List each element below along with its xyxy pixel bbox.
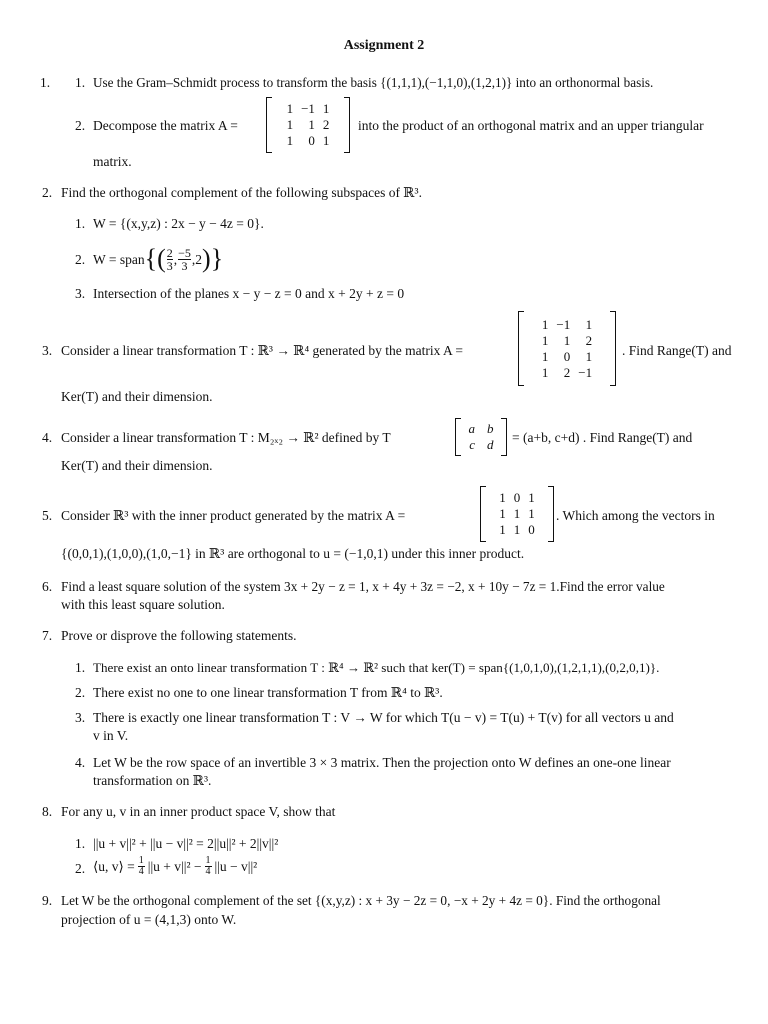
q1-matrix-row	[283, 101, 334, 117]
q4-matrix-table	[463, 421, 500, 453]
q4-matrix-cell: d	[487, 437, 494, 452]
q5-matrix-row	[495, 506, 539, 522]
q7-item-1-number: 1.	[75, 660, 86, 675]
q3-number: 3.	[42, 343, 53, 358]
q3-prefix: Consider a linear transformation T : ℝ³ → ℝ⁴ generated by the matrix A =	[61, 343, 463, 358]
open-paren: (	[157, 244, 166, 273]
q4-matrix-cell: b	[487, 421, 494, 436]
q7-text: Prove or disprove the following statements.	[61, 628, 297, 643]
q5-suffix: . Which among the vectors in	[556, 508, 715, 523]
q2a-number: 1.	[75, 216, 86, 231]
q5-matrix-table	[495, 490, 539, 538]
q3-matrix-cell: 0	[563, 348, 571, 364]
q3-matrix-cell: 1	[541, 364, 549, 380]
q3-matrix-cell: −1	[578, 364, 593, 380]
q5-matrix-row	[495, 490, 539, 506]
q2b-f1-denominator: 3	[166, 258, 173, 273]
q2c-number: 3.	[75, 286, 86, 301]
q7-number: 7.	[42, 628, 53, 643]
q2b-prefix: W = span	[93, 251, 145, 267]
q6-number: 6.	[42, 579, 53, 594]
open-brace: {	[144, 244, 158, 273]
q2c-text: Intersection of the planes x − y − z = 0 and x + 2y + z = 0	[93, 286, 405, 301]
q8b-fraction-1	[138, 856, 145, 877]
q3-suffix: . Find Range(T) and	[622, 343, 732, 358]
q4-continuation: Ker(T) and their dimension.	[61, 458, 213, 473]
q5-matrix-cell: 1	[513, 522, 521, 537]
q5-matrix	[480, 486, 554, 542]
q3-matrix	[518, 311, 616, 386]
q1b-suffix: into the product of an orthogonal matrix and an upper triangular	[358, 118, 704, 133]
q7-item-4-line-2: transformation on ℝ³.	[93, 773, 212, 788]
q4-matrix-cell: c	[469, 437, 475, 452]
q2b-f2-denominator: 3	[178, 259, 191, 272]
q1-matrix-cell: 1	[322, 133, 330, 148]
q7-item-4-line-1: Let W be the row space of an invertible 3 × 3 matrix. Then the projection onto W defines an one-one linear	[93, 755, 671, 770]
q3-matrix-cell: 2	[585, 332, 593, 348]
q8b-f2-numerator: 1	[205, 854, 211, 866]
q4-matrix-row	[463, 421, 500, 437]
q4-prefix: Consider a linear transformation T : M₂ₓ₂ → ℝ² defined by T	[61, 430, 391, 445]
q5-prefix: Consider ℝ³ with the inner product generated by the matrix A =	[61, 508, 406, 523]
q2b-f1-numerator: 2	[166, 245, 173, 260]
q2-number: 2.	[42, 185, 53, 200]
q2-text: Find the orthogonal complement of the following subspaces of ℝ³.	[61, 185, 422, 200]
q8b-f2-denominator: 4	[205, 865, 211, 877]
q1a-text: Use the Gram–Schmidt process to transform the basis {(1,1,1),(−1,1,0),(1,2,1)} into an orthonormal basis.	[93, 75, 654, 90]
q2b-fraction-2	[177, 247, 192, 272]
q5-matrix-cell: 1	[528, 506, 535, 521]
q3-matrix-cell: −1	[556, 316, 571, 332]
q7-item-1-text: There exist an onto linear transformation T : ℝ⁴ → ℝ² such that ker(T) = span{(1,0,1,0),(1,2,1,1),(0,2,0,1)}.	[93, 660, 660, 675]
q7-item-3-line-2: v in V.	[93, 728, 129, 743]
q4-suffix: = (a+b, c+d) . Find Range(T) and	[512, 430, 693, 445]
q8b-f1-denominator: 4	[138, 865, 144, 877]
q3-matrix-cell: 1	[541, 348, 549, 364]
q9-line-1: Let W be the orthogonal complement of the set {(x,y,z) : x + 3y − 2z = 0, −x + 2y + 4z = 0}. Find the orthogonal	[61, 893, 661, 908]
q5-number: 5.	[42, 508, 53, 523]
q3-matrix-cell: 1	[541, 332, 549, 348]
page-title: Assignment 2	[343, 38, 425, 53]
q2b-fraction-1	[166, 247, 174, 272]
q1-number: 1.	[40, 75, 51, 90]
q1b-prefix: Decompose the matrix A =	[93, 118, 238, 133]
q2b-number: 2.	[75, 252, 86, 267]
q1-matrix-cell: 0	[308, 133, 315, 148]
q5-matrix-cell: 0	[513, 490, 521, 505]
q3-matrix-row	[538, 333, 596, 349]
q1-matrix-cell: −1	[301, 101, 315, 116]
q5-matrix-cell: 0	[528, 522, 535, 537]
q2a-text: W = {(x,y,z) : 2x − y − 4z = 0}.	[93, 216, 264, 231]
q2b-expression: W = span { ( $\frac{2}{3}$ , $\frac{-5}{3}$ , 2 ) }	[93, 244, 224, 273]
q8-text: For any u, v in an inner product space V, show that	[61, 804, 336, 819]
q1-matrix-cell: 2	[322, 117, 330, 132]
q8a-number: 1.	[75, 836, 86, 851]
q4-matrix-row	[463, 437, 500, 453]
q7-item-2-text: There exist no one to one linear transformation T from ℝ⁴ to ℝ³.	[93, 685, 443, 700]
q1-matrix-table	[283, 101, 334, 149]
q1-matrix-row	[283, 133, 334, 149]
close-brace: }	[210, 244, 224, 273]
q3-continuation: Ker(T) and their dimension.	[61, 389, 213, 404]
q8b-middle: ||u + v||² −	[147, 858, 202, 874]
q3-matrix-cell: 1	[541, 316, 549, 332]
q3-matrix-cell: 1	[585, 348, 593, 364]
q1-matrix-cell: 1	[286, 117, 294, 132]
q2b-last-entry: 2	[195, 251, 203, 267]
q8b-prefix: ⟨u, v⟩ =	[93, 858, 135, 874]
close-paren: )	[202, 244, 211, 273]
q5-continuation: {(0,0,1),(1,0,0),(1,0,−1} in ℝ³ are orthogonal to u = (−1,0,1) under this inner product.	[61, 546, 525, 561]
q8b-f1-numerator: 1	[138, 854, 144, 866]
q4-matrix-cell: a	[468, 421, 475, 436]
q8b-end: ||u − v||²	[214, 858, 258, 874]
q8a-text: ||u + v||² + ||u − v||² = 2||u||² + 2||v||²	[93, 836, 279, 851]
q1b-number: 2.	[75, 118, 86, 133]
q9-line-2: projection of u = (4,1,3) onto W.	[61, 912, 237, 927]
q1b-continuation: matrix.	[93, 154, 132, 169]
q3-matrix-row	[538, 317, 596, 333]
q8-number: 8.	[42, 804, 53, 819]
q8b-fraction-2	[205, 856, 212, 877]
q7-item-3-line-1: There is exactly one linear transformation T : V → W for which T(u − v) = T(u) + T(v) for all vectors u and	[93, 710, 674, 725]
q3-matrix-cell: 2	[563, 364, 571, 380]
q3-matrix-row	[538, 349, 596, 365]
q1-matrix-cell: 1	[322, 101, 330, 116]
q1-matrix-row	[283, 117, 334, 133]
q5-matrix-row	[495, 522, 539, 538]
q1a-number: 1.	[75, 75, 86, 90]
q4-number: 4.	[42, 430, 53, 445]
q7-item-4-number: 4.	[75, 755, 86, 770]
q2b-f2-numerator: −5	[178, 245, 191, 260]
q6-line-2: with this least square solution.	[61, 597, 225, 612]
q5-matrix-cell: 1	[499, 506, 506, 521]
q1-matrix-cell: 1	[286, 133, 294, 148]
q3-matrix-table	[538, 317, 596, 381]
q9-number: 9.	[42, 893, 53, 908]
q5-matrix-cell: 1	[513, 506, 521, 521]
q8b-expression	[93, 853, 257, 879]
q5-matrix-cell: 1	[499, 522, 506, 537]
q3-matrix-row	[538, 365, 596, 381]
q1-matrix	[266, 97, 350, 153]
q7-item-2-number: 2.	[75, 685, 86, 700]
q3-matrix-cell: 1	[585, 316, 593, 332]
q1-matrix-cell: 1	[308, 117, 315, 132]
q5-matrix-cell: 1	[499, 490, 506, 505]
q4-matrix	[455, 418, 507, 456]
q6-line-1: Find a least square solution of the system 3x + 2y − z = 1, x + 4y + 3z = −2, x + 10y − 7z = 1.Find the error value	[61, 579, 665, 594]
q7-item-3-number: 3.	[75, 710, 86, 725]
q3-matrix-cell: 1	[563, 332, 571, 348]
q5-matrix-cell: 1	[528, 490, 535, 505]
q1-matrix-cell: 1	[286, 101, 294, 116]
q8b-number: 2.	[75, 861, 86, 876]
